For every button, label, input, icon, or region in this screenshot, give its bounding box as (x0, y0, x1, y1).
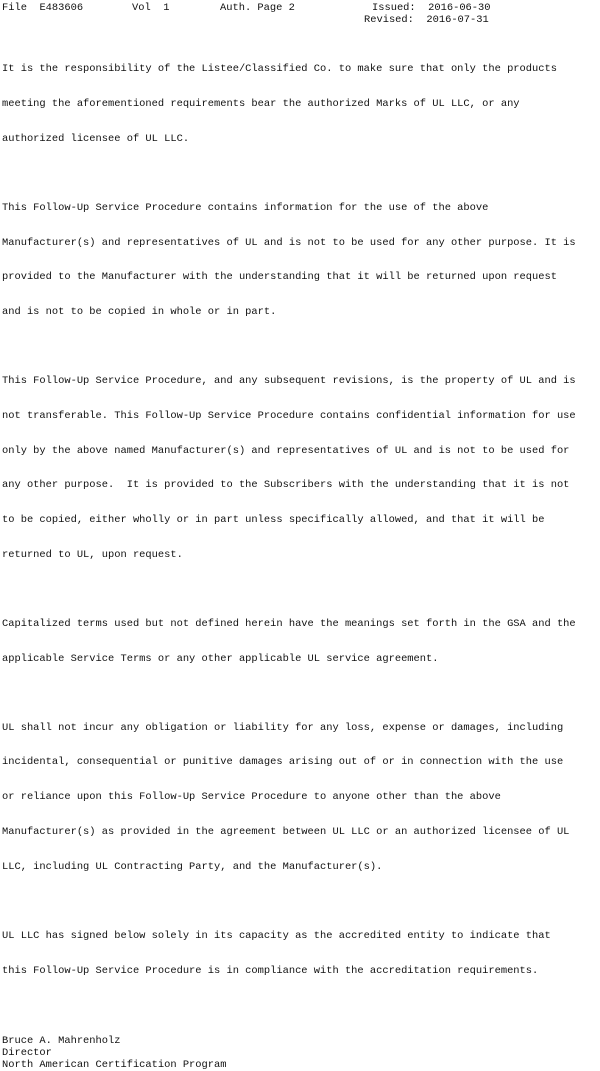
text-line: this Follow-Up Service Procedure is in compliance with the accreditation requirements. (2, 966, 598, 978)
text-line: and is not to be copied in whole or in part. (2, 307, 598, 319)
issued-label: Issued: (372, 2, 416, 14)
text-line: UL shall not incur any obligation or liability for any loss, expense or damages, including (2, 723, 598, 735)
document-header (2, 3, 598, 27)
issued-value: 2016-06-30 (428, 2, 490, 14)
revised-value: 2016-07-31 (426, 14, 488, 26)
text-line: Manufacturer(s) and representatives of UL and is not to be used for any other purpose. It is (2, 238, 598, 250)
signatory-program: North American Certification Program (2, 1060, 598, 1071)
revised-date (364, 15, 489, 27)
text-line: LLC, including UL Contracting Party, and the Manufacturer(s). (2, 862, 598, 874)
vol-label: Vol (132, 2, 151, 14)
text-line: This Follow-Up Service Procedure, and any subsequent revisions, is the property of UL and is (2, 376, 598, 388)
text-line: provided to the Manufacturer with the understanding that it will be returned upon request (2, 272, 598, 284)
text-line: This Follow-Up Service Procedure contains information for the use of the above (2, 203, 598, 215)
paragraph-signature-statement (2, 908, 598, 1001)
auth-page-value: 2 (289, 2, 295, 14)
text-line: Capitalized terms used but not defined herein have the meanings set forth in the GSA and the (2, 619, 598, 631)
paragraph-capitalized-terms (2, 596, 598, 689)
vol-value: 1 (163, 2, 169, 14)
text-line: Manufacturer(s) as provided in the agreement between UL LLC or an authorized licensee of UL (2, 827, 598, 839)
text-line: returned to UL, upon request. (2, 550, 598, 562)
paragraph-property-of-ul (2, 353, 598, 585)
text-line: only by the above named Manufacturer(s) and representatives of UL and is not to be used for (2, 446, 598, 458)
text-line: not transferable. This Follow-Up Service Procedure contains confidential information for use (2, 411, 598, 423)
volume (132, 3, 169, 15)
paragraph-marks-responsibility (2, 41, 598, 169)
document-page (2, 3, 598, 1071)
file-label: File (2, 2, 27, 14)
text-line: any other purpose. It is provided to the Subscribers with the understanding that it is not (2, 480, 598, 492)
file-value: E483606 (39, 2, 83, 14)
signatory-title: Director (2, 1048, 598, 1060)
revised-label: Revised: (364, 14, 414, 26)
text-line: It is the responsibility of the Listee/Classified Co. to make sure that only the products (2, 64, 598, 76)
auth-page-label: Auth. Page (220, 2, 282, 14)
signatory-name: Bruce A. Mahrenholz (2, 1036, 598, 1048)
signature-block (2, 1036, 598, 1071)
paragraph-liability (2, 699, 598, 896)
text-line: or reliance upon this Follow-Up Service Procedure to anyone other than the above (2, 792, 598, 804)
text-line: incidental, consequential or punitive damages arising out of or in connection with the use (2, 757, 598, 769)
text-line: to be copied, either wholly or in part unless specifically allowed, and that it will be (2, 515, 598, 527)
text-line: meeting the aforementioned requirements bear the authorized Marks of UL LLC, or any (2, 99, 598, 111)
text-line: UL LLC has signed below solely in its capacity as the accredited entity to indicate that (2, 931, 598, 943)
text-line: authorized licensee of UL LLC. (2, 134, 598, 146)
text-line: applicable Service Terms or any other applicable UL service agreement. (2, 654, 598, 666)
issued-date (372, 3, 491, 15)
paragraph-usage-restriction (2, 180, 598, 342)
auth-page (220, 3, 295, 15)
file-number (2, 3, 83, 15)
